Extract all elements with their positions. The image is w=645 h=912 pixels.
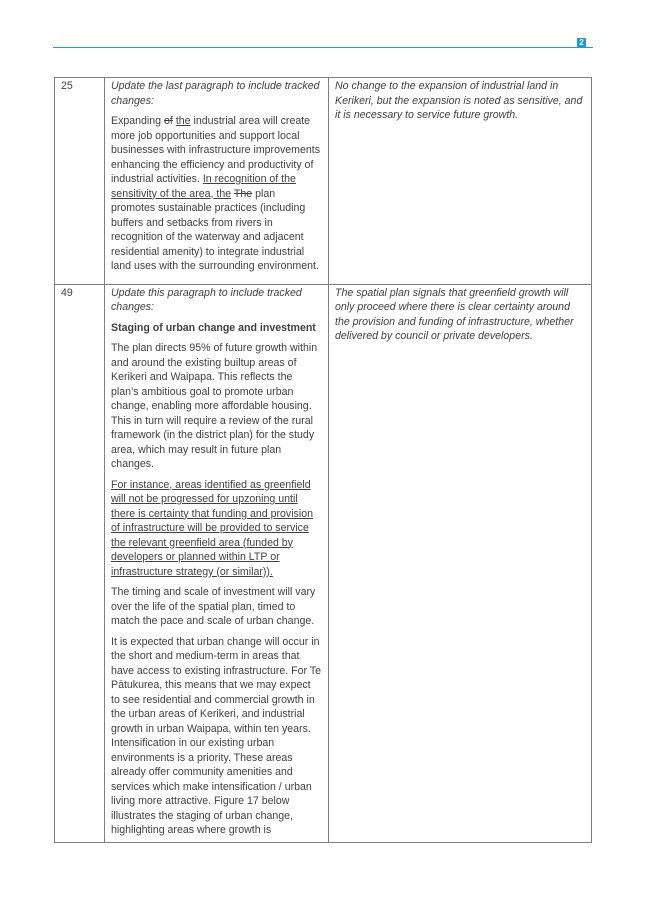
tracked-paragraph: Expanding of the industrial area will create more job opportunities and support local businesses with infrastructure improvements enhancing the efficiency and productivity of industrial activities. In recognition of the sensitivity of the area, the The plan promotes sustainable practices (including buffers and setbacks from rivers in recognition of the waterway and adjacent residential amenity) to integrate industrial land uses with the surrounding environment.	[111, 115, 321, 272]
table-row	[55, 78, 592, 285]
response-cell: The spatial plan signals that greenfield growth will only proceed where there is clear certainty around the provision and funding of infrastructure, whether delivered by council or private developers.	[329, 284, 592, 842]
paragraph: It is expected that urban change will occur in the short and medium-term in areas that have access to existing infrastructure. For Te Pātukurea, this means that we may expect to see residential and commercial growth in the urban areas of Kerikeri, and industrial growth in urban Waipapa, within ten years. Intensification in our existing urban environments is a priority. These areas already offer community amenities and services which make intensification / urban living more attractive. Figure 17 below illustrates the staging of urban change, highlighting areas where growth is	[111, 635, 322, 836]
paragraph: The timing and scale of investment will vary over the life of the spatial plan, timed to match the pace and scale of urban change.	[111, 586, 316, 627]
response-cell: No change to the expansion of industrial land in Kerikeri, but the expansion is noted as sensitive, and it is necessary to service future growth.	[329, 78, 592, 285]
paragraph: The plan directs 95% of future growth within and around the existing builtup areas of Kerikeri and Waipapa. This reflects the plan’s ambitious goal to promote urban change, enabling more affordable housing. This in turn will require a review of the rural framework (in the district plan) for the study area, which may result in future plan changes.	[111, 342, 318, 470]
submission-table	[54, 77, 592, 843]
inserted-text: the	[175, 115, 191, 127]
inserted-text: In recognition of the sensitivity of the area, the	[111, 173, 296, 200]
header-rule	[53, 47, 593, 48]
row-number: 25	[55, 78, 105, 285]
requested-change-cell	[105, 78, 329, 285]
deleted-text: of	[164, 115, 173, 127]
deleted-text: The	[233, 187, 253, 200]
section-heading: Staging of urban change and investment	[111, 321, 316, 334]
row-number: 49	[55, 284, 105, 842]
requested-change-cell	[105, 284, 329, 842]
page-number: 2	[577, 38, 586, 48]
inserted-paragraph: For instance, areas identified as greenfield will not be progressed for upzoning until there is certainty that funding and provision of infrastructure will be provided to service the relevant greenfield area (funded by developers or planned within LTP or infrastructure strategy (or similar)).	[111, 478, 313, 578]
change-instruction: Update this paragraph to include tracked changes:	[111, 286, 302, 313]
change-instruction: Update the last paragraph to include tracked changes:	[111, 80, 320, 107]
table-row	[55, 284, 592, 842]
